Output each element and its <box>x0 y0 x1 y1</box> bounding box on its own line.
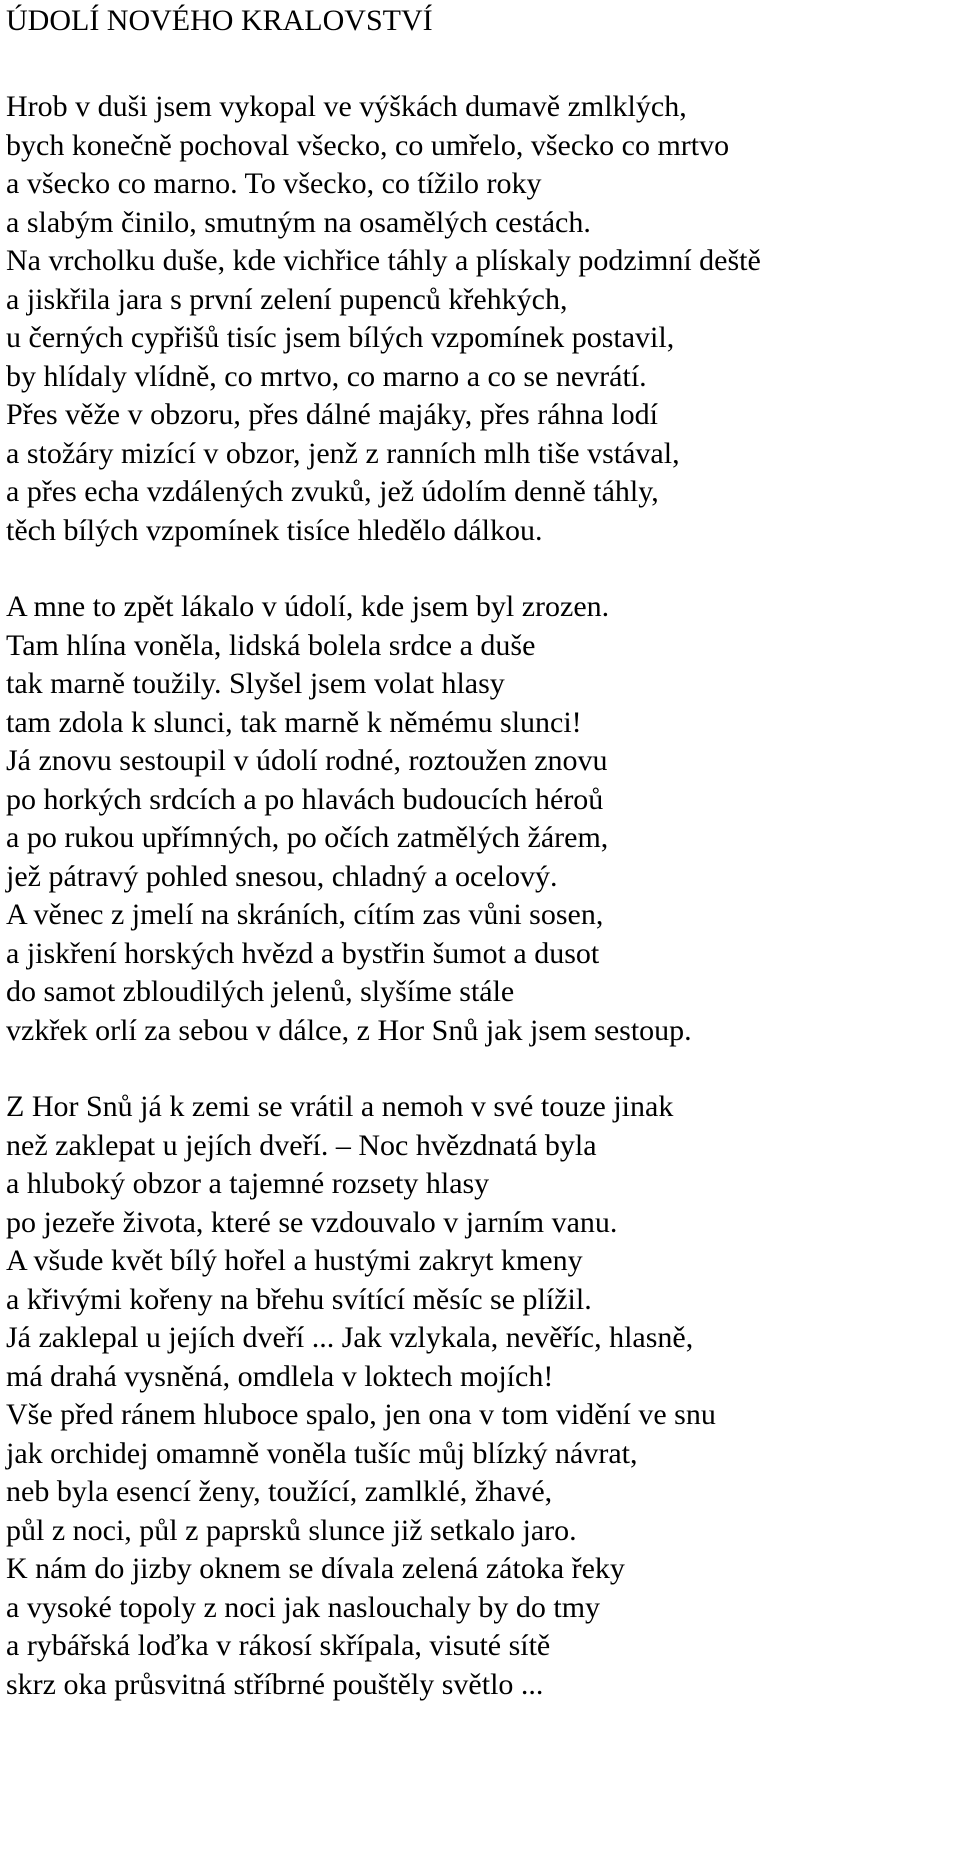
poem-line: jak orchidej omamně voněla tušíc můj blízký návrat, <box>6 1436 638 1470</box>
poem-line: A věnec z jmelí na skráních, cítím zas vůni sosen, <box>6 898 604 931</box>
poem-line: skrz oka průsvitná stříbrné pouštěly světlo ... <box>6 1667 544 1701</box>
poem-line: a vysoké topoly z noci jak naslouchaly by do tmy <box>6 1590 601 1624</box>
poem-line: neb byla esencí ženy, toužící, zamlklé, žhavé, <box>6 1475 553 1508</box>
poem-line: těch bílých vzpomínek tisíce hledělo dálkou. <box>6 513 543 547</box>
poem-line: a po rukou upřímných, po očích zatmělých žárem, <box>6 821 609 854</box>
poem-line: a křivými kořeny na břehu svítící měsíc se plížil. <box>6 1282 592 1316</box>
poem-line: vzkřek orlí za sebou v dálce, z Hor Snů jak jsem sestoup. <box>6 1013 692 1047</box>
poem-line: a všecko co marno. To všecko, co tížilo roky <box>6 167 542 200</box>
poem-line: Hrob v duši jsem vykopal ve výškách dumavě zmlklých, <box>6 90 687 123</box>
poem-page <box>6 0 956 1704</box>
poem-line: Já znovu sestoupil v údolí rodné, roztoužen znovu <box>6 744 608 777</box>
poem-line: Vše před ránem hluboce spalo, jen ona v tom vidění ve snu <box>6 1398 716 1431</box>
poem-line: do samot zbloudilých jelenů, slyšíme stále <box>6 975 515 1008</box>
poem-line: po horkých srdcích a po hlavách budoucích héroů <box>6 782 604 816</box>
poem-line: Z Hor Snů já k zemi se vrátil a nemoh v své touze jinak <box>6 1090 674 1123</box>
poem-line: bych konečně pochoval všecko, co umřelo, všecko co mrtvo <box>6 128 730 162</box>
poem-line: Tam hlína voněla, lidská bolela srdce a duše <box>6 628 536 662</box>
poem-line: a rybářská loďka v rákosí skřípala, visuté sítě <box>6 1629 551 1662</box>
poem-line: u černých cypřišů tisíc jsem bílých vzpomínek postavil, <box>6 321 675 354</box>
stanza-2 <box>6 588 956 1050</box>
poem-line: než zaklepat u jejích dveří. – Noc hvězdnatá byla <box>6 1128 597 1162</box>
poem-line: a jiskření horských hvězd a bystřin šumot a dusot <box>6 936 600 970</box>
poem-line: A všude květ bílý hořel a hustými zakryt kmeny <box>6 1244 583 1277</box>
stanza-3 <box>6 1088 956 1704</box>
poem-line: Já zaklepal u jejích dveří ... Jak vzlykala, nevěříc, hlasně, <box>6 1321 694 1354</box>
poem-line: jež pátravý pohled snesou, chladný a ocelový. <box>6 859 558 893</box>
poem-line: a hluboký obzor a tajemné rozsety hlasy <box>6 1167 490 1200</box>
poem-title: ÚDOLÍ NOVÉHO KRALOVSTVÍ <box>6 4 433 37</box>
poem-line: má drahá vysněná, omdlela v loktech mojích! <box>6 1359 554 1393</box>
poem-line: K nám do jizby oknem se dívala zelená zátoka řeky <box>6 1552 625 1585</box>
poem-line: tam zdola k slunci, tak marně k němému slunci! <box>6 705 582 739</box>
poem-line: půl z noci, půl z paprsků slunce již setkalo jaro. <box>6 1513 577 1547</box>
poem-line: Přes věže v obzoru, přes dálné majáky, přes ráhna lodí <box>6 398 658 431</box>
poem-line: a stožáry mizící v obzor, jenž z ranních mlh tiše vstával, <box>6 436 680 470</box>
poem-line: a jiskřila jara s první zelení pupenců křehkých, <box>6 282 568 316</box>
poem-line: po jezeře života, které se vzdouvalo v jarním vanu. <box>6 1205 618 1239</box>
poem-line: tak marně toužily. Slyšel jsem volat hlasy <box>6 667 505 700</box>
stanza-1 <box>6 88 956 550</box>
poem-line: a slabým činilo, smutným na osamělých cestách. <box>6 205 591 239</box>
poem-line: A mne to zpět lákalo v údolí, kde jsem byl zrozen. <box>6 590 610 623</box>
poem-line: Na vrcholku duše, kde vichřice táhly a plískaly podzimní deště <box>6 244 761 277</box>
poem-line: a přes echa vzdálených zvuků, jež údolím denně táhly, <box>6 475 659 508</box>
poem-line: by hlídaly vlídně, co mrtvo, co marno a co se nevrátí. <box>6 359 647 393</box>
